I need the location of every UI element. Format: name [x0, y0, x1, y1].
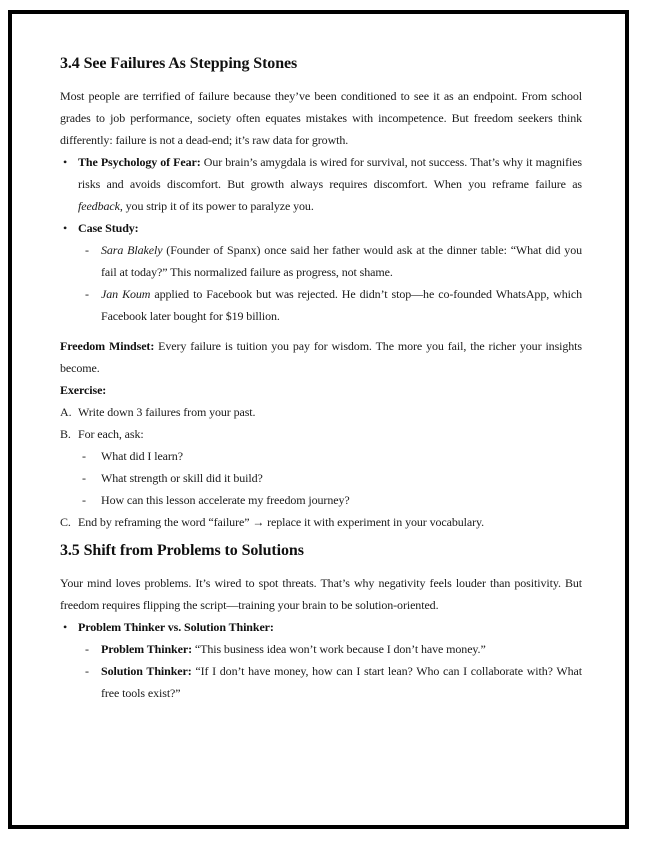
dash-marker: - [85, 243, 89, 257]
heading-3-5: 3.5 Shift from Problems to Solutions [60, 542, 304, 559]
case-jan-koum-text: applied to Facebook but was rejected. He didn’t stop—he co-founded WhatsApp, which Facebook later bought for $19 billion. [101, 287, 582, 323]
heading-3-4: 3.4 See Failures As Stepping Stones [60, 55, 298, 72]
exercise-sub-item-3-text: How can this lesson accelerate my freedom journey? [101, 493, 350, 507]
dash-marker: - [85, 664, 89, 678]
case-sara-blakely [60, 239, 582, 283]
problem-thinker-item [60, 638, 582, 660]
solution-thinker-text: “If I don’t have money, how can I start lean? Who can I collaborate with? What free tools exist?” [101, 664, 582, 700]
freedom-mindset-label: Freedom Mindset: [60, 339, 155, 353]
exercise-item-a-text: Write down 3 failures from your past. [78, 405, 256, 419]
bullet-marker: • [63, 155, 68, 169]
freedom-mindset-para [60, 335, 582, 379]
bullet-psychology-of-fear [60, 151, 582, 217]
case-jan-koum [60, 283, 582, 327]
person-name-jan-koum: Jan Koum [101, 287, 151, 301]
exercise-sub-item-1 [60, 445, 582, 467]
solution-thinker-item [60, 660, 582, 704]
bullet-marker: • [63, 620, 68, 634]
problem-thinker-label: Problem Thinker: [101, 642, 192, 656]
dash-marker: - [82, 471, 86, 485]
exercise-item-b-text: For each, ask: [78, 427, 144, 441]
bullet-case-study-group [60, 217, 582, 327]
exercise-label: Exercise: [60, 383, 107, 397]
exercise-sub-item-3 [60, 489, 582, 511]
case-sara-blakely-text: (Founder of Spanx) once said her father would ask at the dinner table: “What did you fail at today?” This normalized failure as progress, not shame. [101, 243, 582, 279]
letter-marker-a: A. [60, 405, 72, 419]
case-study-label: Case Study: [78, 221, 139, 235]
dash-marker: - [82, 493, 86, 507]
bullet-case-study [60, 217, 582, 239]
letter-marker-c: C. [60, 515, 71, 529]
page-content [60, 52, 582, 704]
bullet-thinker-comparison [60, 616, 582, 638]
dash-marker: - [85, 287, 89, 301]
thinker-comparison-label: Problem Thinker vs. Solution Thinker: [78, 620, 274, 634]
dash-marker: - [82, 449, 86, 463]
intro-3-4: Most people are terrified of failure because they’ve been conditioned to see it as an endpoint. From school grades to job performance, society often equates mistakes with incompetence. But freedom seekers think differently: failure is not a dead-end; it’s raw data for growth. [60, 89, 582, 147]
exercise-sub-item-2-text: What strength or skill did it build? [101, 471, 263, 485]
feedback-emphasis: feedback [78, 199, 120, 213]
dash-marker: - [85, 642, 89, 656]
person-name-sara-blakely: Sara Blakely [101, 243, 163, 257]
solution-thinker-label: Solution Thinker: [101, 664, 192, 678]
psychology-of-fear-label: The Psychology of Fear: [78, 155, 201, 169]
exercise-item-c [60, 511, 582, 533]
exercise-sub-item-1-text: What did I learn? [101, 449, 183, 463]
bullet-thinker-group [60, 616, 582, 704]
bullet-marker: • [63, 221, 68, 235]
problem-thinker-text: “This business idea won’t work because I don’t have money.” [191, 642, 486, 656]
exercise-item-a [60, 401, 582, 423]
exercise-item-b [60, 423, 582, 445]
psychology-of-fear-text: Our brain’s amygdala is wired for survival, not success. That’s why it magnifies risks and avoids discomfort. But growth always requires discomfort. When you reframe failure as [78, 155, 583, 191]
intro-3-5: Your mind loves problems. It’s wired to spot threats. That’s why negativity feels louder than positivity. But freedom requires flipping the script—training your brain to be solution-oriented. [60, 576, 582, 612]
exercise-sub-item-2 [60, 467, 582, 489]
psychology-of-fear-text-cont: , you strip it of its power to paralyze you. [119, 199, 314, 213]
freedom-mindset-text: Every failure is tuition you pay for wisdom. The more you fail, the richer your insights become. [60, 339, 582, 375]
letter-marker-b: B. [60, 427, 71, 441]
exercise-item-c-text: End by reframing the word “failure” → replace it with experiment in your vocabulary. [78, 515, 484, 529]
exercise-heading [60, 379, 582, 401]
